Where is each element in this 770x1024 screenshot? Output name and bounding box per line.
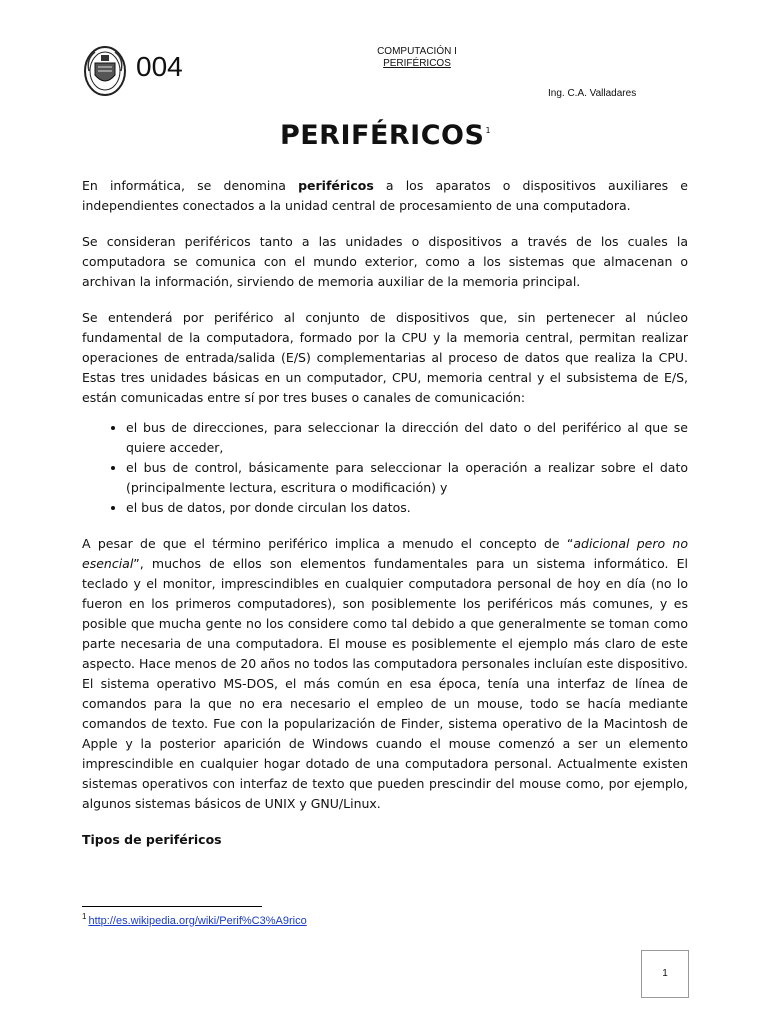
page-title bbox=[0, 120, 770, 151]
university-seal-icon bbox=[83, 45, 127, 97]
paragraph-text: En informática, se denomina bbox=[82, 178, 299, 193]
title-text: PERIFÉRICOS bbox=[279, 120, 485, 151]
paragraph-text: A pesar de que el término periférico implica a menudo el concepto de “ bbox=[82, 536, 574, 551]
document-body bbox=[82, 176, 688, 850]
bus-list bbox=[82, 418, 688, 518]
paragraph-history bbox=[82, 534, 688, 814]
page-number: 1 bbox=[641, 950, 689, 998]
section-heading: Tipos de periféricos bbox=[82, 832, 222, 847]
footnote bbox=[82, 912, 307, 927]
list-item: • el bus de control, básicamente para seleccionar la operación a realizar sobre el dato (principalmente lectura, escritura o modificación) y bbox=[126, 458, 688, 498]
course-subject: PERIFÉRICOS bbox=[383, 58, 451, 69]
bold-term: periféricos bbox=[298, 178, 374, 193]
author-name: Ing. C.A. Valladares bbox=[548, 88, 637, 99]
paragraph-buses: Se entenderá por periférico al conjunto de dispositivos que, sin pertenecer al núcleo fundamental de la computadora, formado por la CPU y la memoria central, permitan realizar operaciones de entrada/salida (E/S) complementarias al proceso de datos que realiza la CPU. Estas tres unidades básicas en un computador, CPU, memoria central y el subsistema de E/S, están comunicadas entre sí por tres buses o canales de comunicación: bbox=[82, 310, 688, 405]
footnote-mark: 1 bbox=[82, 912, 87, 921]
course-name: COMPUTACIÓN I bbox=[377, 46, 457, 57]
document-number: 004 bbox=[136, 51, 183, 82]
course-header bbox=[317, 46, 517, 70]
footnote-divider bbox=[82, 906, 262, 907]
paragraph-text: ”, muchos de ellos son elementos fundamentales para un sistema informático. El teclado y el monitor, imprescindibles en cualquier computadora personal de hoy en día (no lo fueron en los primeros computadores), son posiblemente los periféricos más comunes, y es posible que mucha gente no los considere como tal debido a que generalmente se toman como parte necesaria de una computadora. El mouse es posiblemente el ejemplo más claro de este aspecto. Hace menos de 20 años no todos las computadora personales incluían este dispositivo. El sistema operativo MS-DOS, el más común en esa época, tenía una interfaz de línea de comandos para la que no era necesario el empleo de un mouse, todo se hacía mediante comandos de texto. Fue con la popularización de Finder, sistema operativo de la Macintosh de Apple y la posterior aparición de Windows cuando el mouse comenzó a ser un elemento imprescindible en cualquier hogar dotado de una computadora personal. Actualmente existen sistemas operativos con interfaz de texto que pueden prescindir del mouse como, por ejemplo, algunos sistemas básicos de UNIX y GNU/Linux. bbox=[82, 556, 688, 811]
paragraph-text: a los aparatos o dispositivos auxiliares e independientes conectados a la unidad central de procesamiento de una computadora. bbox=[82, 178, 688, 213]
paragraph-scope: Se consideran periféricos tanto a las unidades o dispositivos a través de los cuales la computadora se comunica con el mundo exterior, como a los sistemas que almacenan o archivan la información, sirviendo de memoria auxiliar de la memoria principal. bbox=[82, 234, 688, 289]
footnote-ref[interactable]: 1 bbox=[485, 126, 492, 135]
list-item: • el bus de datos, por donde circulan los datos. bbox=[126, 498, 688, 518]
italic-phrase: adicional pero no esencial bbox=[82, 536, 689, 571]
footnote-link[interactable]: http://es.wikipedia.org/wiki/Perif%C3%A9rico bbox=[88, 914, 307, 927]
list-item: • el bus de direcciones, para seleccionar la dirección del dato o del periférico al que se quiere acceder, bbox=[126, 418, 688, 458]
paragraph-definition bbox=[82, 176, 688, 216]
